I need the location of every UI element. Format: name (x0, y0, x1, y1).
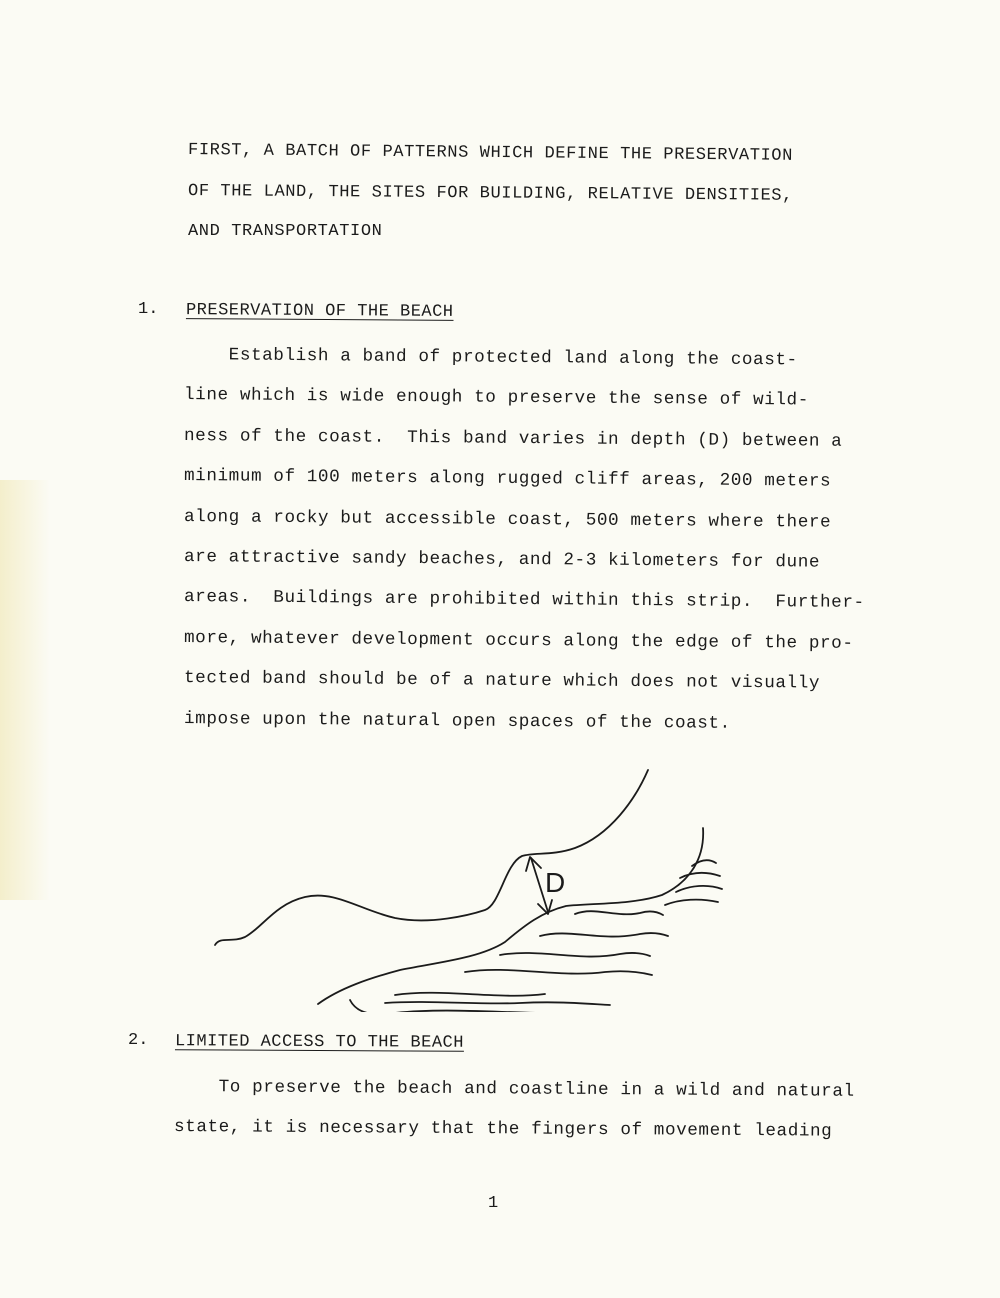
body-line: impose upon the natural open spaces of the coast. (183, 708, 731, 734)
depth-label: D (545, 867, 566, 898)
body-line: Establish a band of protected land along the coast- (183, 345, 798, 371)
wave-line (385, 1002, 610, 1005)
section-2-body (174, 1074, 934, 1154)
body-line: line which is wide enough to preserve the sense of wild- (183, 385, 809, 411)
body-line: ness of the coast. This band varies in depth (D) between a (183, 425, 843, 452)
body-line: along a rocky but accessible coast, 500 meters where there (183, 506, 832, 533)
wave-line (540, 933, 668, 937)
wave-line (676, 886, 722, 892)
cliff-line (215, 770, 648, 945)
body-line: state, it is necessary that the fingers of movement leading (173, 1117, 833, 1142)
wave-line (395, 993, 545, 996)
section-2-number: 2. (128, 1031, 149, 1050)
body-line: are attractive sandy beaches, and 2-3 kilometers for dune (183, 546, 821, 573)
wave-line (465, 970, 652, 975)
intro-line: FIRST, A BATCH OF PATTERNS WHICH DEFINE THE PRESERVATION (187, 141, 794, 166)
shore-line (318, 828, 703, 1004)
page-number: 1 (488, 1194, 499, 1213)
section-1-title: PRESERVATION OF THE BEACH (185, 301, 454, 322)
paper-stain (0, 480, 50, 900)
intro-paragraph (188, 138, 888, 260)
wave-line (575, 911, 663, 915)
wave-line (500, 953, 650, 957)
intro-line: OF THE LAND, THE SITES FOR BUILDING, RELATIVE DENSITIES, (187, 181, 794, 206)
body-line: more, whatever development occurs along the edge of the pro- (183, 627, 854, 654)
wave-line (665, 900, 718, 905)
body-line: To preserve the beach and coastline in a wild and natural (173, 1077, 855, 1102)
section-1-body (184, 342, 904, 746)
intro-line: AND TRANSPORTATION (188, 222, 383, 241)
section-1-number: 1. (138, 300, 159, 319)
body-line: tected band should be of a nature which does not visually (183, 668, 821, 694)
body-line: areas. Buildings are prohibited within this strip. Further- (183, 587, 865, 614)
section-2-title: LIMITED ACCESS TO THE BEACH (174, 1032, 465, 1053)
body-line: minimum of 100 meters along rugged cliff areas, 200 meters (183, 466, 832, 492)
coastline-sketch (205, 762, 735, 1012)
